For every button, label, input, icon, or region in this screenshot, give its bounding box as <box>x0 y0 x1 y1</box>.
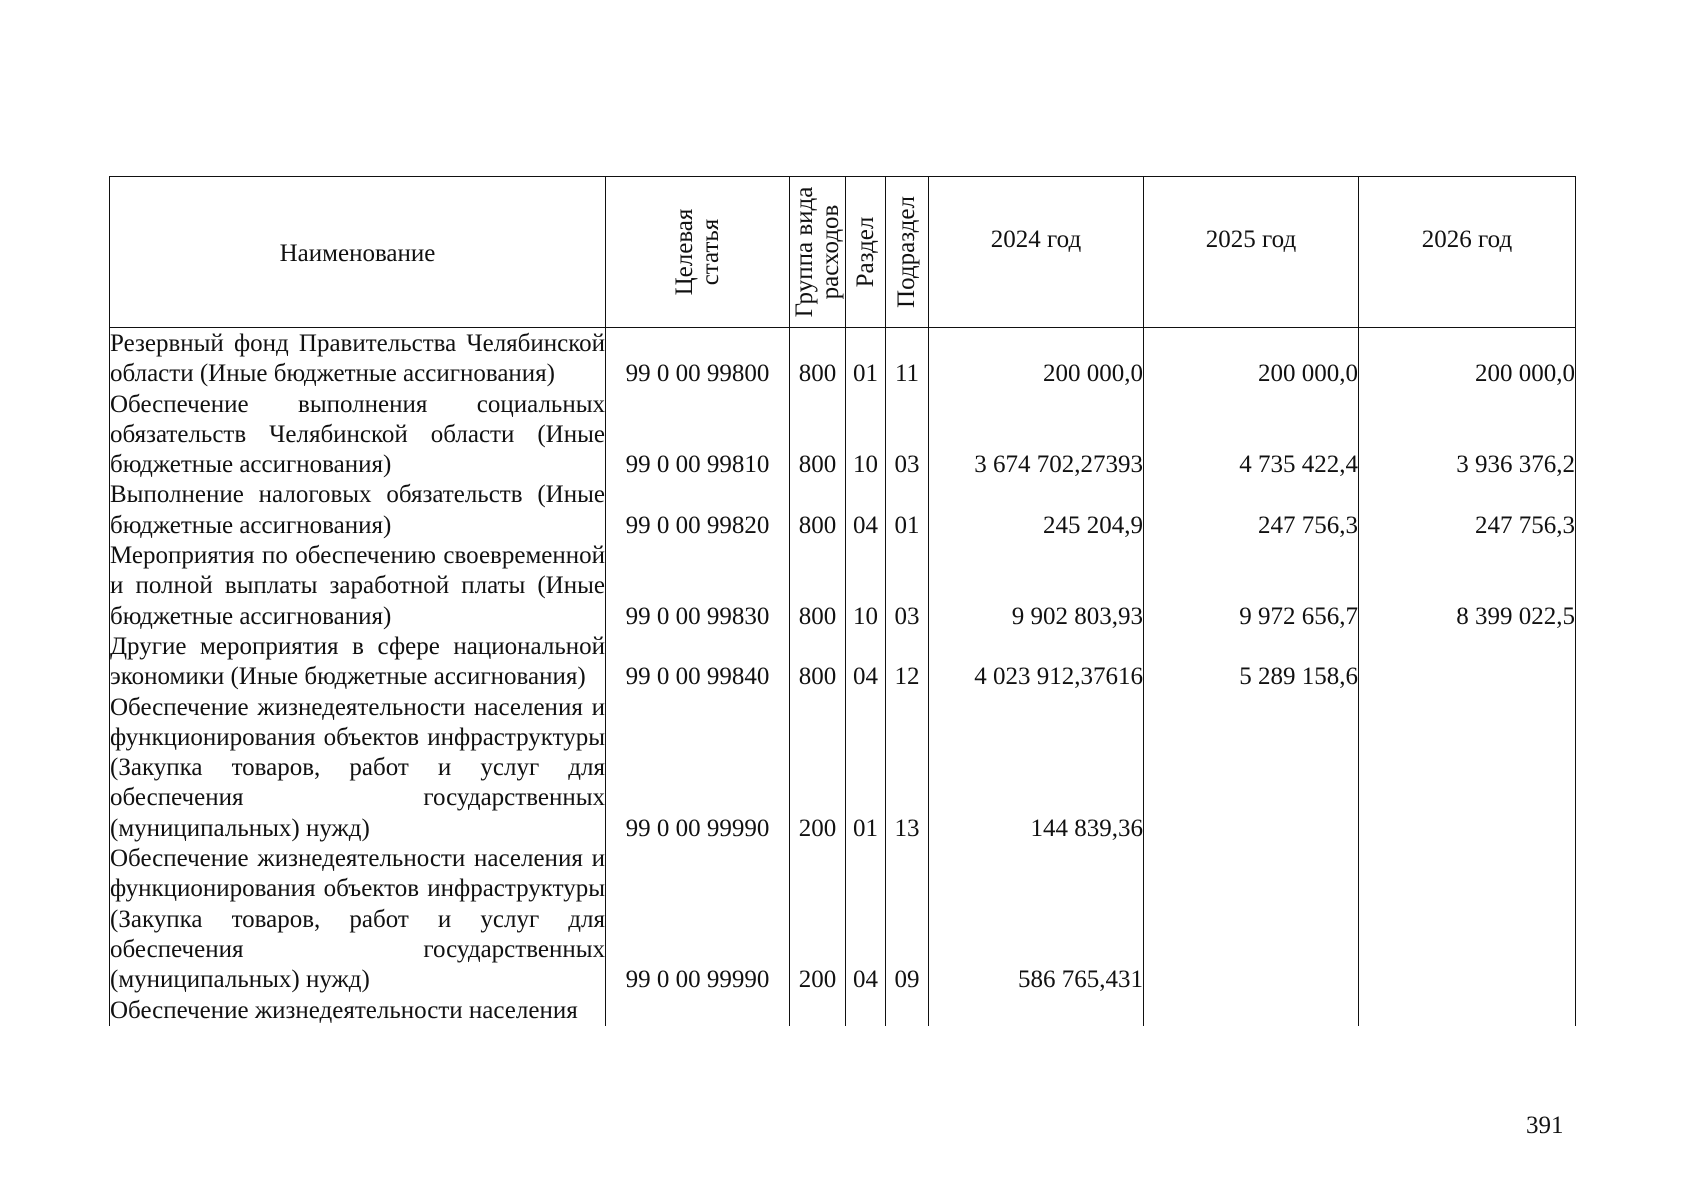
row-section: 10 <box>846 390 886 481</box>
row-name: Обеспечение жизнедеятельности населения <box>110 996 606 1026</box>
row-target-article: 99 0 00 99800 <box>606 329 790 390</box>
row-subsection: 09 <box>886 844 929 995</box>
row-name: Обеспечение выполнения социальных обязательств Челябинской области (Иные бюджетные ассигнования) <box>110 390 606 481</box>
row-amount-2026: 200 000,0 <box>1359 329 1576 390</box>
page-number: 391 <box>1526 1112 1564 1139</box>
row-section: 04 <box>846 480 886 541</box>
row-section: 10 <box>846 541 886 632</box>
table-row <box>110 541 1576 632</box>
row-amount-2026 <box>1359 693 1576 844</box>
row-amount-2025: 200 000,0 <box>1144 329 1359 390</box>
header-section: Раздел <box>846 177 886 328</box>
row-expense-group: 800 <box>790 390 846 481</box>
row-expense-group: 200 <box>790 844 846 995</box>
row-name: Выполнение налоговых обязательств (Иные бюджетные ассигнования) <box>110 480 606 541</box>
row-name: Мероприятия по обеспечению своевременной и полной выплаты заработной платы (Иные бюджетные ассигнования) <box>110 541 606 632</box>
header-target-article: Целевая статья <box>606 177 790 328</box>
row-amount-2025 <box>1144 844 1359 995</box>
row-amount-2025: 247 756,3 <box>1144 480 1359 541</box>
row-amount-2026: 247 756,3 <box>1359 480 1576 541</box>
row-expense-group: 200 <box>790 693 846 844</box>
row-subsection: 13 <box>886 693 929 844</box>
row-name: Другие мероприятия в сфере национальной экономики (Иные бюджетные ассигнования) <box>110 632 606 693</box>
row-subsection: 01 <box>886 480 929 541</box>
row-amount-2024: 200 000,0 <box>929 329 1144 390</box>
row-amount-2024: 245 204,9 <box>929 480 1144 541</box>
header-name: Наименование <box>110 177 606 328</box>
row-subsection: 11 <box>886 329 929 390</box>
row-target-article: 99 0 00 99990 <box>606 693 790 844</box>
row-amount-2025: 9 972 656,7 <box>1144 541 1359 632</box>
row-target-article: 99 0 00 99990 <box>606 844 790 995</box>
header-year-2026: 2026 год <box>1359 177 1576 328</box>
row-subsection: 03 <box>886 390 929 481</box>
table-row <box>110 480 1576 541</box>
row-section: 04 <box>846 844 886 995</box>
row-name: Резервный фонд Правительства Челябинской области (Иные бюджетные ассигнования) <box>110 329 606 390</box>
table-row <box>110 329 1576 390</box>
row-expense-group: 800 <box>790 632 846 693</box>
budget-table <box>109 176 1576 1026</box>
row-name: Обеспечение жизнедеятельности населения и функционирования объектов инфраструктуры (Закупка товаров, работ и услуг для обеспечения государственных (муниципальных) нужд) <box>110 844 606 995</box>
row-target-article: 99 0 00 99840 <box>606 632 790 693</box>
row-section: 01 <box>846 693 886 844</box>
row-amount-2024: 9 902 803,93 <box>929 541 1144 632</box>
row-amount-2026 <box>1359 632 1576 693</box>
row-amount-2025: 5 289 158,6 <box>1144 632 1359 693</box>
header-subsection: Подраздел <box>886 177 929 328</box>
header-expense-group: Группа вида расходов <box>790 177 846 328</box>
header-year-2025: 2025 год <box>1144 177 1359 328</box>
row-amount-2024: 3 674 702,27393 <box>929 390 1144 481</box>
row-subsection: 03 <box>886 541 929 632</box>
header-year-2024: 2024 год <box>929 177 1144 328</box>
row-section: 04 <box>846 632 886 693</box>
table-header-row <box>110 177 1576 328</box>
row-amount-2026 <box>1359 844 1576 995</box>
row-amount-2024: 144 839,36 <box>929 693 1144 844</box>
table-row <box>110 632 1576 693</box>
row-amount-2025 <box>1144 693 1359 844</box>
table-row-continued <box>110 996 1576 1026</box>
table-row <box>110 693 1576 844</box>
table-row <box>110 390 1576 481</box>
row-amount-2026: 3 936 376,2 <box>1359 390 1576 481</box>
row-target-article: 99 0 00 99830 <box>606 541 790 632</box>
row-subsection: 12 <box>886 632 929 693</box>
row-expense-group: 800 <box>790 329 846 390</box>
row-amount-2024: 4 023 912,37616 <box>929 632 1144 693</box>
row-expense-group: 800 <box>790 541 846 632</box>
row-amount-2026: 8 399 022,5 <box>1359 541 1576 632</box>
row-target-article: 99 0 00 99810 <box>606 390 790 481</box>
row-amount-2025: 4 735 422,4 <box>1144 390 1359 481</box>
table-row <box>110 844 1576 995</box>
row-section: 01 <box>846 329 886 390</box>
row-amount-2024: 586 765,431 <box>929 844 1144 995</box>
row-name: Обеспечение жизнедеятельности населения и функционирования объектов инфраструктуры (Закупка товаров, работ и услуг для обеспечения государственных (муниципальных) нужд) <box>110 693 606 844</box>
row-target-article: 99 0 00 99820 <box>606 480 790 541</box>
row-expense-group: 800 <box>790 480 846 541</box>
